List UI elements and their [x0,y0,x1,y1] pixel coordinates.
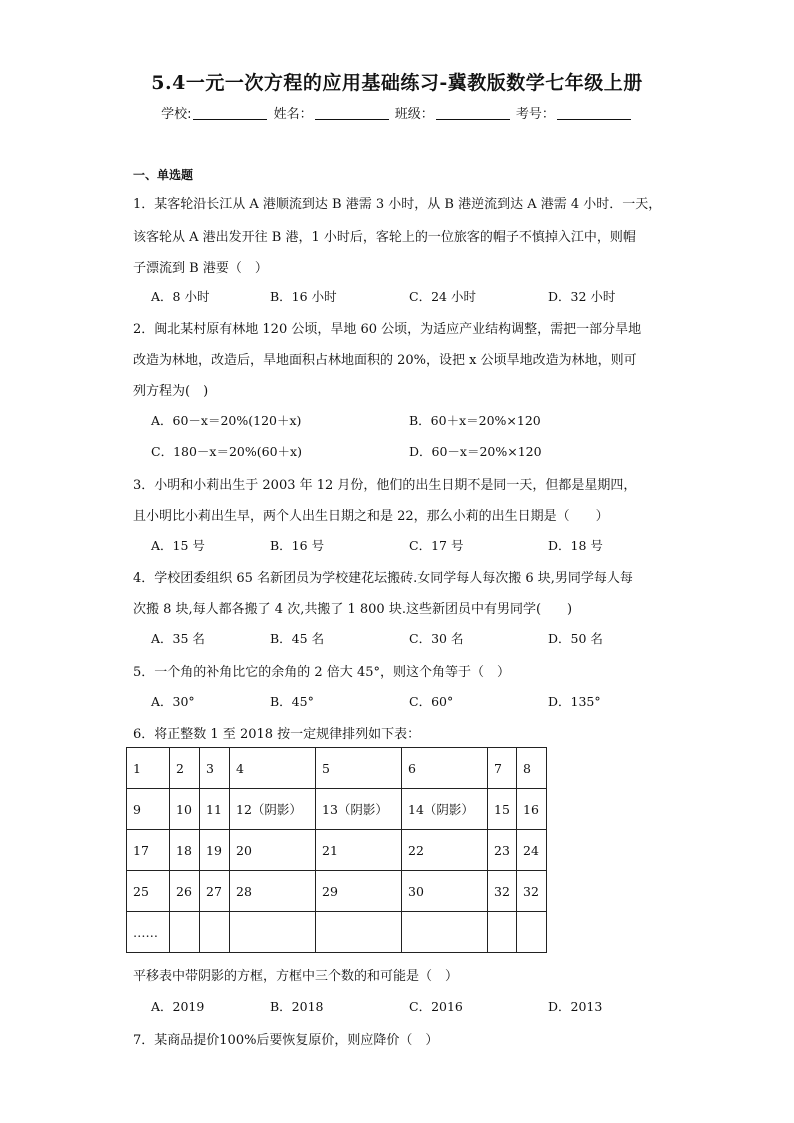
school-blank[interactable] [193,106,267,120]
table-cell: 23 [488,830,517,871]
q1-line-2: 该客轮从 A 港出发开往 B 港，1 小时后，客轮上的一位旅客的帽子不慎掉入江中，则帽 [133,230,636,245]
table-cell: 17 [127,830,170,871]
table-cell: 5 [316,748,402,789]
q5-option-d[interactable]: D．135° [548,694,601,709]
table-cell: 29 [316,871,402,912]
q3-option-a[interactable]: A．15 号 [151,538,205,553]
q5-line-1: 5．一个角的补角比它的余角的 2 倍大 45°，则这个角等于（ ） [133,665,510,680]
table-cell: 24 [517,830,547,871]
table-cell: 4 [230,748,316,789]
table-cell: 1 [127,748,170,789]
q1-option-a[interactable]: A．8 小时 [151,289,210,304]
table-cell: 18 [170,830,200,871]
table-cell: 10 [170,789,200,830]
table-cell: 8 [517,748,547,789]
q6-option-b[interactable]: B．2018 [270,999,324,1014]
q5-option-c[interactable]: C．60° [409,694,454,709]
name-blank[interactable] [315,106,389,120]
table-cell: 16 [517,789,547,830]
q3-option-d[interactable]: D．18 号 [548,538,603,553]
table-row [127,748,547,789]
page-title: 5.4一元一次方程的应用基础练习-冀教版数学七年级上册 [151,72,643,94]
table-cell: 11 [200,789,230,830]
q2-line-3: 列方程为( ) [133,384,209,399]
q6-after-text: 平移表中带阴影的方框，方框中三个数的和可能是（ ） [133,969,459,984]
table-cell: 27 [200,871,230,912]
table-cell: 3 [200,748,230,789]
q1-option-d[interactable]: D．32 小时 [548,289,616,304]
table-cell: …… [127,912,170,953]
q4-option-b[interactable]: B．45 名 [270,631,325,646]
table-cell: 7 [488,748,517,789]
q4-option-a[interactable]: A．35 名 [151,631,205,646]
table-cell: 9 [127,789,170,830]
q2-line-2: 改造为林地，改造后，旱地面积占林地面积的 20%，设把 x 公顷旱地改造为林地，则可 [133,353,637,368]
table-cell: 2 [170,748,200,789]
number-label: 考号： [515,107,555,122]
q1-option-b[interactable]: B．16 小时 [270,289,337,304]
name-label: 姓名： [273,107,313,122]
student-info [0,103,794,122]
q4-option-c[interactable]: C．30 名 [409,631,464,646]
table-cell [488,912,517,953]
number-blank[interactable] [557,106,631,120]
q2-line-1: 2．闽北某村原有林地 120 公顷，旱地 60 公顷，为适应产业结构调整，需把一部分旱地 [133,322,642,337]
table-row [127,871,547,912]
q1-line-1: 1．某客轮沿长江从 A 港顺流到达 B 港需 3 小时，从 B 港逆流到达 A 港需 4 小时．一天， [133,197,662,212]
q4-line-2: 次搬 8 块,每人都各搬了 4 次,共搬了 1 800 块.这些新团员中有男同学( ) [133,602,573,617]
q1-line-3: 子漂流到 B 港要（ ） [133,261,268,276]
table-cell: 15 [488,789,517,830]
q2-option-c[interactable]: C．180－x＝20%(60＋x) [151,444,302,459]
table-cell: 6 [402,748,488,789]
q3-option-c[interactable]: C．17 号 [409,538,464,553]
table-cell: 26 [170,871,200,912]
table-cell: 14（阴影） [402,789,488,830]
q4-option-d[interactable]: D．50 名 [548,631,603,646]
q6-option-c[interactable]: C．2016 [409,999,463,1014]
table-cell [170,912,200,953]
table-cell [402,912,488,953]
q2-option-b[interactable]: B．60＋x＝20%×120 [409,413,541,428]
table-row [127,830,547,871]
q2-option-a[interactable]: A．60－x＝20%(120＋x) [151,413,302,428]
table-cell [230,912,316,953]
q6-option-d[interactable]: D．2013 [548,999,603,1014]
q6-line-1: 6．将正整数 1 至 2018 按一定规律排列如下表： [133,727,421,742]
q2-option-d[interactable]: D．60－x＝20%×120 [409,444,542,459]
table-cell: 22 [402,830,488,871]
q5-option-b[interactable]: B．45° [270,694,314,709]
number-table [126,747,547,953]
table-row [127,912,547,953]
q3-line-2: 且小明比小莉出生早，两个人出生日期之和是 22，那么小莉的出生日期是（ ） [133,509,609,524]
section-heading: 一、单选题 [133,168,194,182]
class-label: 班级： [394,107,434,122]
table-cell: 32 [488,871,517,912]
table-cell: 28 [230,871,316,912]
q1-option-c[interactable]: C．24 小时 [409,289,476,304]
q3-option-b[interactable]: B．16 号 [270,538,325,553]
q5-option-a[interactable]: A．30° [151,694,195,709]
table-cell [316,912,402,953]
table-cell [517,912,547,953]
table-row [127,789,547,830]
table-cell: 25 [127,871,170,912]
q4-line-1: 4．学校团委组织 65 名新团员为学校建花坛搬砖.女同学每人每次搬 6 块,男同学每人每 [133,571,633,586]
class-blank[interactable] [436,106,510,120]
q7-line-1: 7．某商品提价100%后要恢复原价，则应降价（ ） [133,1033,439,1048]
q3-line-1: 3．小明和小莉出生于 2003 年 12 月份，他们的出生日期不是同一天，但都是星期四， [133,478,637,493]
table-cell: 20 [230,830,316,871]
table-cell: 19 [200,830,230,871]
table-cell: 12（阴影） [230,789,316,830]
q6-option-a[interactable]: A．2019 [151,999,205,1014]
school-label: 学校: [161,107,192,122]
table-cell: 21 [316,830,402,871]
table-cell [200,912,230,953]
table-cell: 32 [517,871,547,912]
table-cell: 30 [402,871,488,912]
table-cell: 13（阴影） [316,789,402,830]
